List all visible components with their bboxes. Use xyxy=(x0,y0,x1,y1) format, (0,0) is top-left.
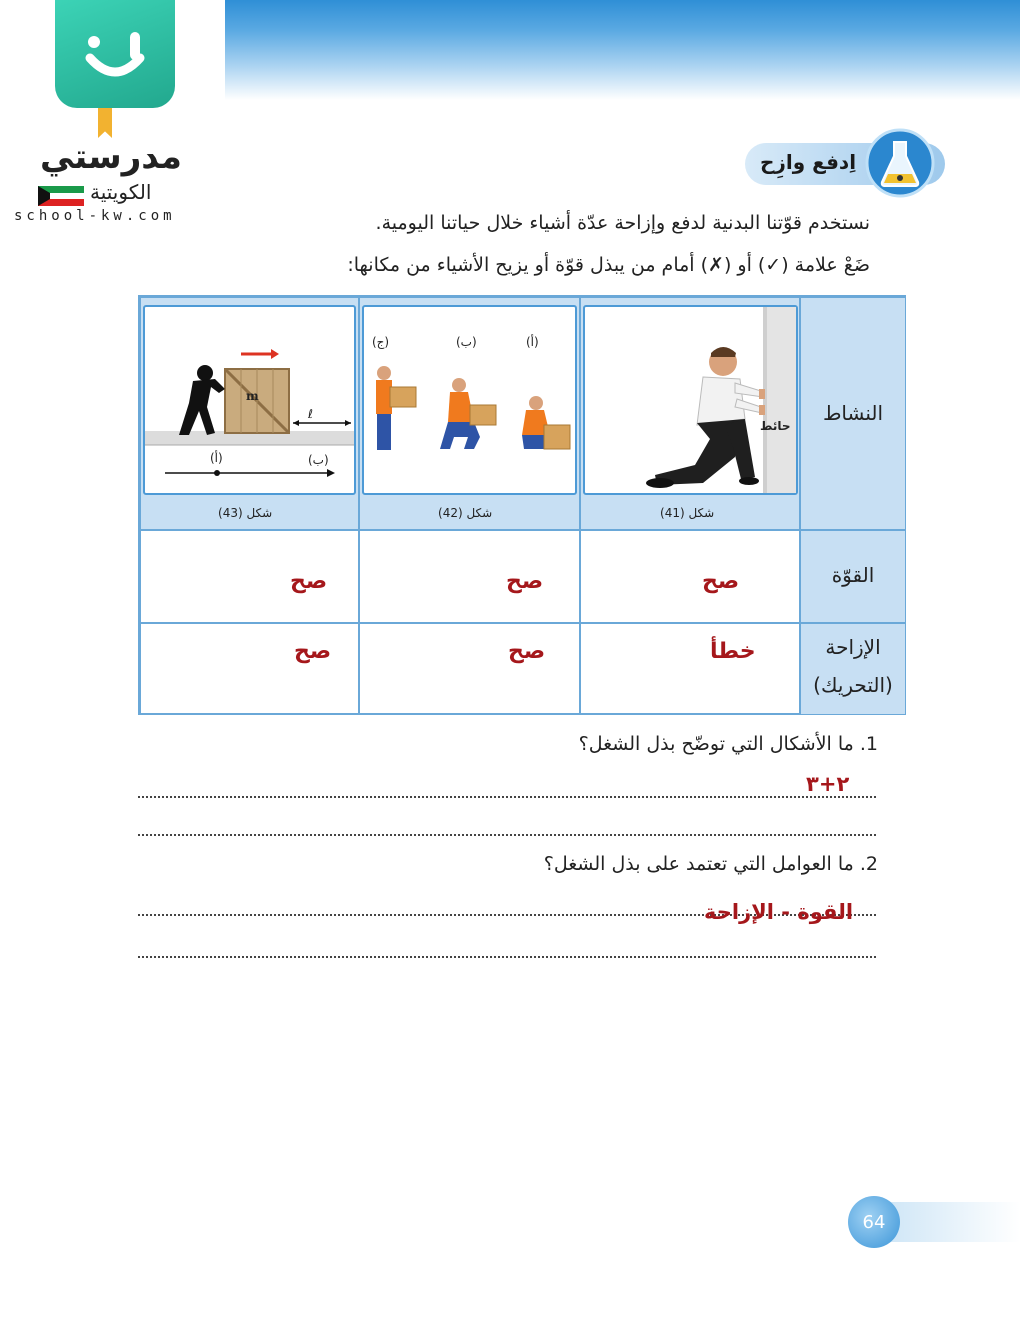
label-b: (ب) xyxy=(456,335,477,349)
answer-line-1a xyxy=(138,796,876,798)
kuwait-flag-icon xyxy=(38,186,84,206)
force-cell-1 xyxy=(580,530,800,623)
displacement-answer-43: صح xyxy=(294,639,332,664)
answer-line-2b xyxy=(138,956,876,958)
intro-line-1: نستخدم قوّتنا البدنية لدفع وإزاحة عدّة أشياء خلال حياتنا اليومية. xyxy=(375,212,870,234)
activity-table xyxy=(138,295,906,715)
page-number-strip xyxy=(880,1202,1020,1242)
figure-42-image xyxy=(362,305,577,495)
wall-label: حائط xyxy=(760,419,791,433)
figure-41-image xyxy=(583,305,798,495)
question-1: 1. ما الأشكال التي توضّح بذل الشغل؟ xyxy=(578,733,878,755)
mass-label: m xyxy=(246,389,259,403)
lesson-title: اِدفع وازِح xyxy=(760,150,857,174)
force-answer-43: صح xyxy=(290,569,328,594)
logo-subtitle: الكويتية xyxy=(90,180,152,204)
question-1-answer: ٢+٣ xyxy=(806,772,850,796)
point-b-label: (ب) xyxy=(308,453,329,467)
figure-41-caption: شكل (41) xyxy=(660,506,715,520)
disp-cell-3 xyxy=(140,623,359,715)
flask-icon xyxy=(860,128,938,198)
label-c: (ج) xyxy=(372,335,390,349)
figure-42-caption: شكل (42) xyxy=(438,506,493,520)
logo-url: school-kw.com xyxy=(14,208,176,224)
question-2-answer: القوة - الإزاحة xyxy=(704,900,854,924)
force-answer-41: صح xyxy=(702,569,740,594)
logo-name: مدرستي xyxy=(40,137,182,177)
disp-cell-1 xyxy=(580,623,800,715)
row-header-displacement: الإزاحة xyxy=(825,635,881,659)
boy-pushing-wall-icon xyxy=(585,307,796,493)
row-header-activity: النشاط xyxy=(822,401,884,425)
row-header-force: القوّة xyxy=(831,563,875,587)
header-band xyxy=(225,0,1020,100)
question-2: 2. ما العوامل التي تعتمد على بذل الشغل؟ xyxy=(543,853,878,875)
point-a-label: (أ) xyxy=(210,451,223,465)
smile-icon xyxy=(80,30,150,90)
page-number: 64 xyxy=(848,1196,900,1248)
label-a: (أ) xyxy=(526,335,539,349)
length-label: ℓ xyxy=(308,407,313,421)
answer-line-1b xyxy=(138,834,876,836)
force-cell-2 xyxy=(359,530,580,623)
row-header-displacement-sub: (التحريك) xyxy=(813,673,893,697)
displacement-answer-41: خطأ xyxy=(710,639,756,664)
displacement-answer-42: صح xyxy=(508,639,546,664)
logo xyxy=(0,0,225,225)
disp-cell-2 xyxy=(359,623,580,715)
bookmark-icon xyxy=(98,108,112,138)
figure-43-caption: شكل (43) xyxy=(218,506,273,520)
force-answer-42: صح xyxy=(506,569,544,594)
intro-line-2: ضَعْ علامة (✓) أو (✗) أمام من يبذل قوّة أو يزيح الأشياء من مكانها: xyxy=(347,254,870,276)
